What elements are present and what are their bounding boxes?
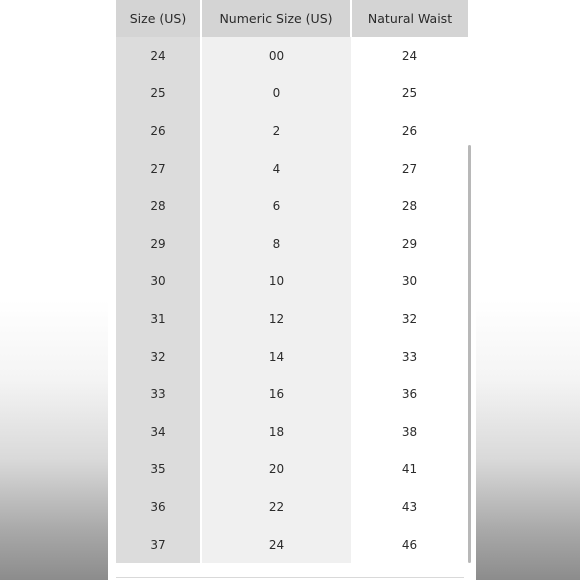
table-row [116, 375, 468, 413]
table-row [116, 225, 468, 263]
table-row [116, 413, 468, 451]
size-cell: 31 [116, 300, 201, 338]
size-cell: 24 [116, 37, 201, 75]
table-row [116, 150, 468, 188]
scrollbar-thumb[interactable] [468, 145, 471, 563]
size-cell: 27 [116, 150, 201, 188]
size-cell: 25 [116, 75, 201, 113]
waist-cell: 38 [351, 413, 468, 451]
numeric-size-cell: 2 [201, 112, 351, 150]
waist-cell: 43 [351, 488, 468, 526]
size-cell: 36 [116, 488, 201, 526]
size-cell: 26 [116, 112, 201, 150]
size-cell: 30 [116, 263, 201, 301]
size-cell: 34 [116, 413, 201, 451]
waist-cell: 32 [351, 300, 468, 338]
numeric-size-cell: 14 [201, 338, 351, 376]
numeric-size-cell: 4 [201, 150, 351, 188]
waist-cell: 25 [351, 75, 468, 113]
table-row [116, 488, 468, 526]
size-chart-table [116, 0, 468, 563]
size-cell: 28 [116, 187, 201, 225]
numeric-size-cell: 12 [201, 300, 351, 338]
waist-cell: 36 [351, 375, 468, 413]
bottom-divider [116, 577, 464, 578]
header-size-us: Size (US) [116, 0, 201, 37]
waist-cell: 46 [351, 526, 468, 564]
table-row [116, 526, 468, 564]
table-row [116, 37, 468, 75]
numeric-size-cell: 10 [201, 263, 351, 301]
header-numeric-size-us: Numeric Size (US) [201, 0, 351, 37]
header-natural-waist: Natural Waist [351, 0, 468, 37]
waist-cell: 29 [351, 225, 468, 263]
waist-cell: 30 [351, 263, 468, 301]
numeric-size-cell: 0 [201, 75, 351, 113]
table-row [116, 187, 468, 225]
table-row [116, 300, 468, 338]
waist-cell: 27 [351, 150, 468, 188]
waist-cell: 26 [351, 112, 468, 150]
waist-cell: 28 [351, 187, 468, 225]
numeric-size-cell: 24 [201, 526, 351, 564]
size-cell: 37 [116, 526, 201, 564]
table-row [116, 451, 468, 489]
table-row [116, 338, 468, 376]
table-row [116, 112, 468, 150]
scrollbar-track[interactable] [468, 140, 471, 564]
table-row [116, 263, 468, 301]
numeric-size-cell: 22 [201, 488, 351, 526]
size-cell: 29 [116, 225, 201, 263]
waist-cell: 24 [351, 37, 468, 75]
numeric-size-cell: 00 [201, 37, 351, 75]
table-header-row [116, 0, 468, 37]
numeric-size-cell: 20 [201, 451, 351, 489]
numeric-size-cell: 18 [201, 413, 351, 451]
table-row [116, 75, 468, 113]
numeric-size-cell: 6 [201, 187, 351, 225]
waist-cell: 33 [351, 338, 468, 376]
numeric-size-cell: 8 [201, 225, 351, 263]
size-cell: 32 [116, 338, 201, 376]
numeric-size-cell: 16 [201, 375, 351, 413]
waist-cell: 41 [351, 451, 468, 489]
size-cell: 33 [116, 375, 201, 413]
size-cell: 35 [116, 451, 201, 489]
